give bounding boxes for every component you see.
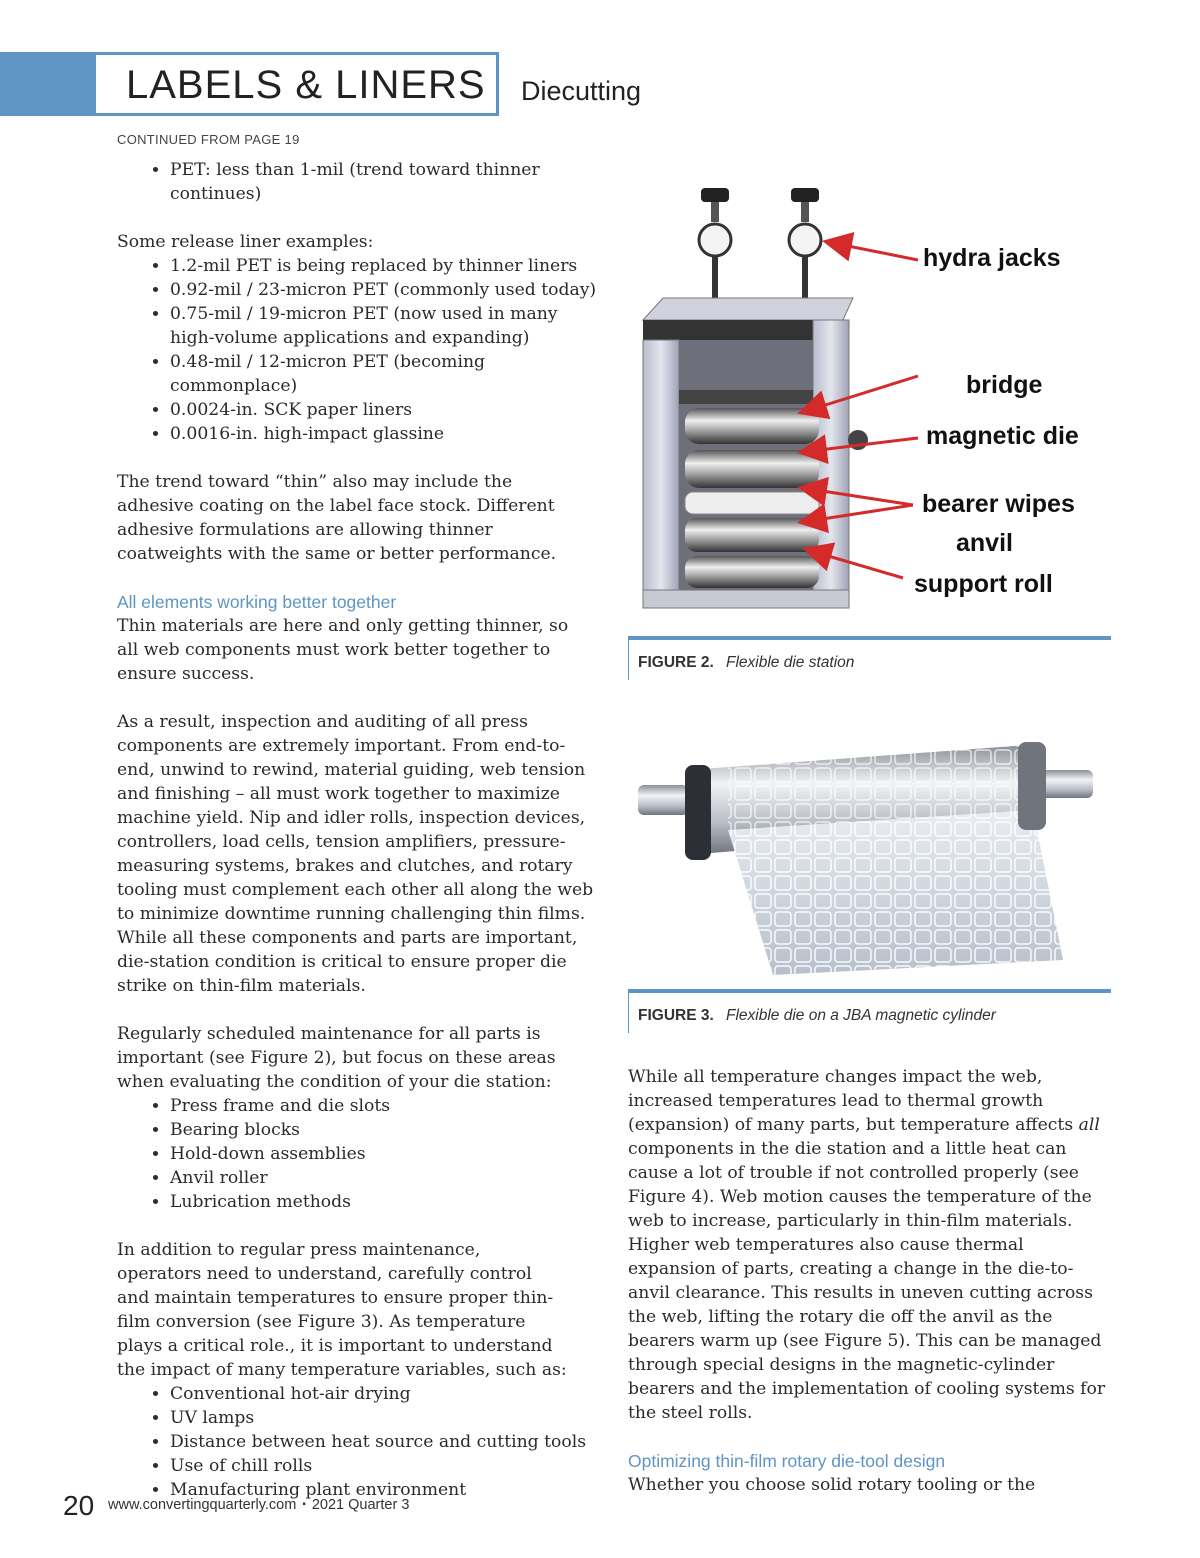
temperature-variables-list [117, 1382, 607, 1502]
footer-info [108, 1497, 409, 1513]
list-item: • Anvil roller [170, 1166, 607, 1190]
magnetic-cylinder-illustration [633, 730, 1098, 975]
label-bearer-wipes: bearer wipes [922, 490, 1075, 518]
list-item: • Use of chill rolls [170, 1454, 607, 1478]
caption-number: FIGURE 3. [638, 1007, 714, 1024]
list-item: • 1.2-mil PET is being replaced by thinner liners [170, 254, 607, 278]
caption-text: Flexible die station [726, 654, 855, 671]
list-item: • 0.75-mil / 19-micron PET (now used in many high-volume applications and expanding) [170, 302, 607, 350]
pet-list [117, 158, 607, 206]
list-item: • 0.48-mil / 12-micron PET (becoming commonplace) [170, 350, 607, 398]
text-run: components in the die station and a little heat can cause a lot of trouble if not controlled properly (see Figure 4). Web motion causes the temperature of the web to increase, particularly in thin-film materials. Higher web temperatures also cause thermal expansion of parts, creating a change in the die-to-anvil clearance. This results in uneven cutting across the web, lifting the rotary die off the anvil as the bearers warm up (see Figure 5). This can be managed through special designs in the magnetic-cylinder bearers and the implementation of cooling systems for the steel rolls. [628, 1139, 1106, 1423]
list-item: • PET: less than 1-mil (trend toward thinner continues) [170, 158, 607, 206]
label-bridge: bridge [966, 371, 1043, 399]
footer-issue: 2021 Quarter 3 [311, 1497, 410, 1513]
paragraph: Whether you choose solid rotary tooling or the [628, 1475, 1036, 1495]
list-item: • 0.92-mil / 23-micron PET (commonly used today) [170, 278, 607, 302]
paragraph: The trend toward “thin” also may include the adhesive coating on the label face stock. Different adhesive formulations are allowing thinner coatweights with the same or better performance. [117, 472, 557, 564]
footer-url: www.convertingquarterly.com [108, 1497, 297, 1513]
paragraph [628, 1065, 1113, 1425]
list-item: • 0.0024-in. SCK paper liners [170, 398, 607, 422]
figure-magnetic-cylinder [633, 730, 1098, 975]
maintenance-list [117, 1094, 607, 1214]
list-item: • Manufacturing plant environment [170, 1478, 607, 1502]
text-run: While all temperature changes impact the web, increased temperatures lead to thermal growth (expansion) of many parts, but temperature affects [628, 1067, 1079, 1135]
figure-2-caption [628, 636, 1111, 680]
die-station-illustration [633, 180, 1098, 628]
list-item: • Bearing blocks [170, 1118, 607, 1142]
list-item: • Conventional hot-air drying [170, 1382, 607, 1406]
paragraph: In addition to regular press maintenance, operators need to understand, carefully control and maintain temperatures to ensure proper thin-film conversion (see Figure 3). As temperature plays a critical role., it is important to understand the impact of many temperature variables, such as: [117, 1240, 567, 1380]
caption-text: Flexible die on a JBA magnetic cylinder [726, 1007, 996, 1024]
list-item: • Lubrication methods [170, 1190, 607, 1214]
section-title: LABELS & LINERS [126, 63, 486, 107]
caption-number: FIGURE 2. [638, 654, 714, 671]
list-item: • 0.0016-in. high-impact glassine [170, 422, 607, 446]
list-item: • Hold-down assemblies [170, 1142, 607, 1166]
page-number: 20 [63, 1490, 95, 1521]
paragraph: Some release liner examples: [117, 232, 374, 252]
continued-note: CONTINUED FROM PAGE 19 [117, 132, 300, 147]
subsection-title: Diecutting [521, 76, 642, 106]
liner-examples-list [117, 254, 607, 446]
figure-3-caption [628, 989, 1111, 1033]
subheading: All elements working better together [117, 592, 397, 612]
paragraph: Thin materials are here and only getting thinner, so all web components must work better together to ensure success. [117, 616, 569, 684]
subheading: Optimizing thin-film rotary die-tool design [628, 1451, 946, 1471]
figure-die-station [633, 180, 1098, 628]
list-item: • Distance between heat source and cutting tools [170, 1430, 607, 1454]
paragraph: As a result, inspection and auditing of all press components are extremely important. From end-to-end, unwind to rewind, material guiding, web tension and finishing – all must work together to maximize machine yield. Nip and idler rolls, inspection devices, controllers, load cells, tension amplifiers, pressure-measuring systems, brakes and clutches, and rotary tooling must complement each other all along the web to minimize downtime running challenging thin films. While all these components and parts are important, die-station condition is critical to ensure proper die strike on thin-film materials. [117, 712, 594, 996]
list-item: • Press frame and die slots [170, 1094, 607, 1118]
header-accent-bar [0, 52, 96, 116]
left-column [117, 158, 607, 1502]
section-title-box [93, 52, 499, 116]
right-column [628, 1065, 1118, 1497]
footer-separator: ▪ [302, 1499, 306, 1510]
label-hydra-jacks: hydra jacks [923, 244, 1061, 272]
label-magnetic-die: magnetic die [926, 422, 1079, 450]
emphasis: all [1078, 1115, 1100, 1135]
label-anvil: anvil [956, 529, 1013, 557]
paragraph: Regularly scheduled maintenance for all parts is important (see Figure 2), but focus on these areas when evaluating the condition of your die station: [117, 1024, 556, 1092]
label-support-roll: support roll [914, 570, 1053, 598]
list-item: • UV lamps [170, 1406, 607, 1430]
